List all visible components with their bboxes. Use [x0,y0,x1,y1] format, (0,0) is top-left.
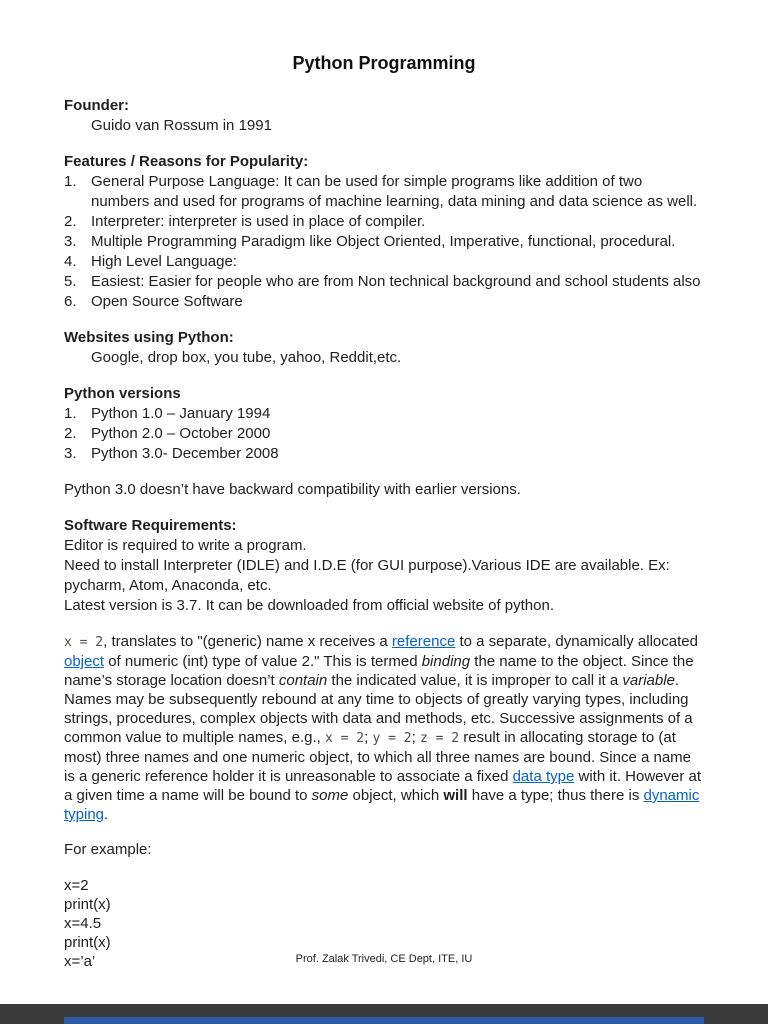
features-heading: Features / Reasons for Popularity: [64,153,309,170]
websites-body: Google, drop box, you tube, yahoo, Reddit,etc. [91,349,402,366]
text-segment: contain [278,672,328,689]
text-segment: x = 2 [324,731,365,746]
text-segment: . Names may be subsequently rebound at any time to objects of greatly varying types, including strings, procedures, complex objects with data and methods, etc. Successive assignments of a common value to multiple names, e.g., [64,672,693,746]
features-list-item: Multiple Programming Paradigm like Object Oriented, Imperative, functional, procedural. [91,233,676,250]
section-founder [64,96,704,136]
features-list-item: Open Source Software [91,293,243,310]
example-intro: For example: [64,841,152,858]
features-list-item: Interpreter: interpreter is used in place of compiler. [91,213,426,230]
hyperlink[interactable]: reference [391,633,456,650]
hyperlink[interactable]: object [64,653,105,670]
founder-heading: Founder: [64,97,129,114]
versions-list [64,404,704,464]
hyperlink[interactable]: data type [512,768,575,785]
text-segment: the indicated value, it is improper to call it a [327,672,623,689]
example-code-line: x=2 [64,877,89,894]
versions-heading: Python versions [64,385,181,402]
example-code-line: print(x) [64,896,111,913]
text-segment: some [311,787,349,804]
text-segment: of numeric (int) type of value 2." This is termed [104,653,422,670]
document-title: Python Programming [292,53,476,73]
section-software-requirements [64,516,704,616]
features-list [64,172,704,312]
software-line: Editor is required to write a program. [64,537,307,554]
example-code-line: x=’a’ [64,953,96,970]
hyperlink[interactable]: dynamic typing [64,787,700,823]
software-line: Need to install Interpreter (IDLE) and I.D.E (for GUI purpose).Various IDE are available. Ex: pycharm, Atom, Anaconda, etc. [64,557,670,594]
software-lines [64,536,704,616]
section-versions [64,384,704,464]
section-features [64,152,704,312]
text-segment: variable [622,672,675,689]
text-segment: ; [364,729,373,746]
text-segment: z = 2 [419,731,460,746]
page-footer: Prof. Zalak Trivedi, CE Dept, ITE, IU [295,953,473,965]
text-segment: have a type; thus there is [467,787,644,804]
features-list-item: Easiest: Easier for people who are from Non technical background and school students also [91,273,701,290]
section-websites [64,328,704,368]
versions-list-item: Python 3.0- December 2008 [91,445,279,462]
text-segment: with it. However at a given time a name will be bound to [64,768,702,804]
versions-list-item: Python 2.0 – October 2000 [91,425,271,442]
founder-body: Guido van Rossum in 1991 [91,117,272,134]
text-segment: y = 2 [372,731,412,746]
versions-list-item: Python 1.0 – January 1994 [91,405,271,422]
text-segment: binding [421,653,471,670]
features-list-item: High Level Language: [91,253,237,270]
websites-heading: Websites using Python: [64,329,234,346]
text-segment: x = 2 [64,635,104,650]
binding-paragraph [64,632,704,824]
text-segment: to a separate, dynamically allocated [455,633,698,650]
text-segment: , translates to "(generic) name x receives a [103,633,392,650]
text-segment: object, which [348,787,444,804]
example-code-line: print(x) [64,934,111,951]
software-line: Latest version is 3.7. It can be downloaded from official website of python. [64,597,555,614]
software-heading: Software Requirements: [64,517,237,534]
next-page-edge[interactable] [64,1017,704,1024]
versions-compatibility-note: Python 3.0 doesn’t have backward compatibility with earlier versions. [64,481,521,498]
text-segment: result in allocating storage to (at most) three names and one numeric object, to which all three names are bound. Since a name is a generic reference holder it is unreasonable to associate a fixed [64,729,692,785]
text-segment: . [104,806,109,823]
text-segment: ; [411,729,420,746]
text-segment: the name to the object. Since the name’s storage location doesn’t [64,653,694,689]
example-code-line: x=4.5 [64,915,102,932]
text-segment: will [443,787,468,804]
features-list-item: General Purpose Language: It can be used for simple programs like addition of two numbers and used for programs of machine learning, data mining and data science as well. [91,173,698,210]
page-gap [0,1004,768,1024]
